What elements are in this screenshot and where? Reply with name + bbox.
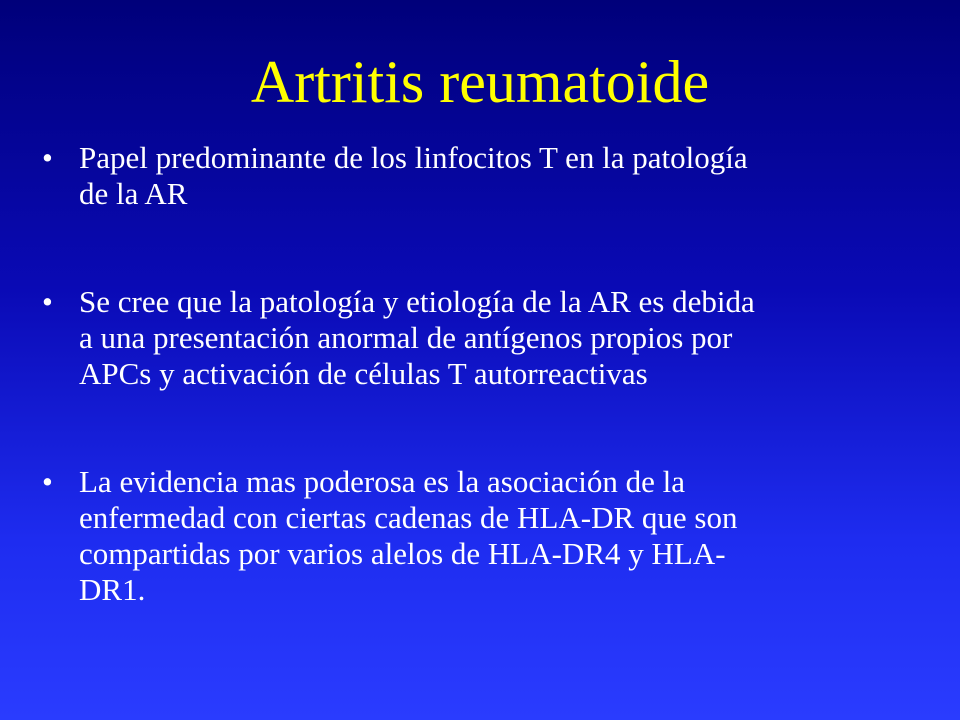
- bullet-marker: •: [42, 140, 53, 175]
- bullet-marker: •: [42, 464, 53, 499]
- bullet-line: de la AR: [79, 176, 188, 211]
- bullet-line: APCs y activación de células T autorreactivas: [79, 356, 648, 391]
- bullet-line: compartidas por varios alelos de HLA-DR4 y HLA-: [79, 536, 726, 571]
- bullet-item-1: [42, 140, 922, 212]
- bullet-list: [42, 140, 922, 608]
- bullet-line: Papel predominante de los linfocitos T en la patología: [79, 140, 748, 175]
- bullet-line: a una presentación anormal de antígenos propios por: [79, 320, 733, 355]
- bullet-item-3: [42, 464, 922, 608]
- bullet-line: DR1.: [79, 572, 146, 607]
- bullet-line: Se cree que la patología y etiología de la AR es debida: [79, 284, 755, 319]
- slide-title: Artritis reumatoide: [250, 49, 710, 115]
- bullet-line: enfermedad con ciertas cadenas de HLA-DR que son: [79, 500, 738, 535]
- bullet-marker: •: [42, 284, 53, 319]
- bullet-item-2: [42, 284, 922, 392]
- bullet-line: La evidencia mas poderosa es la asociación de la: [79, 464, 685, 499]
